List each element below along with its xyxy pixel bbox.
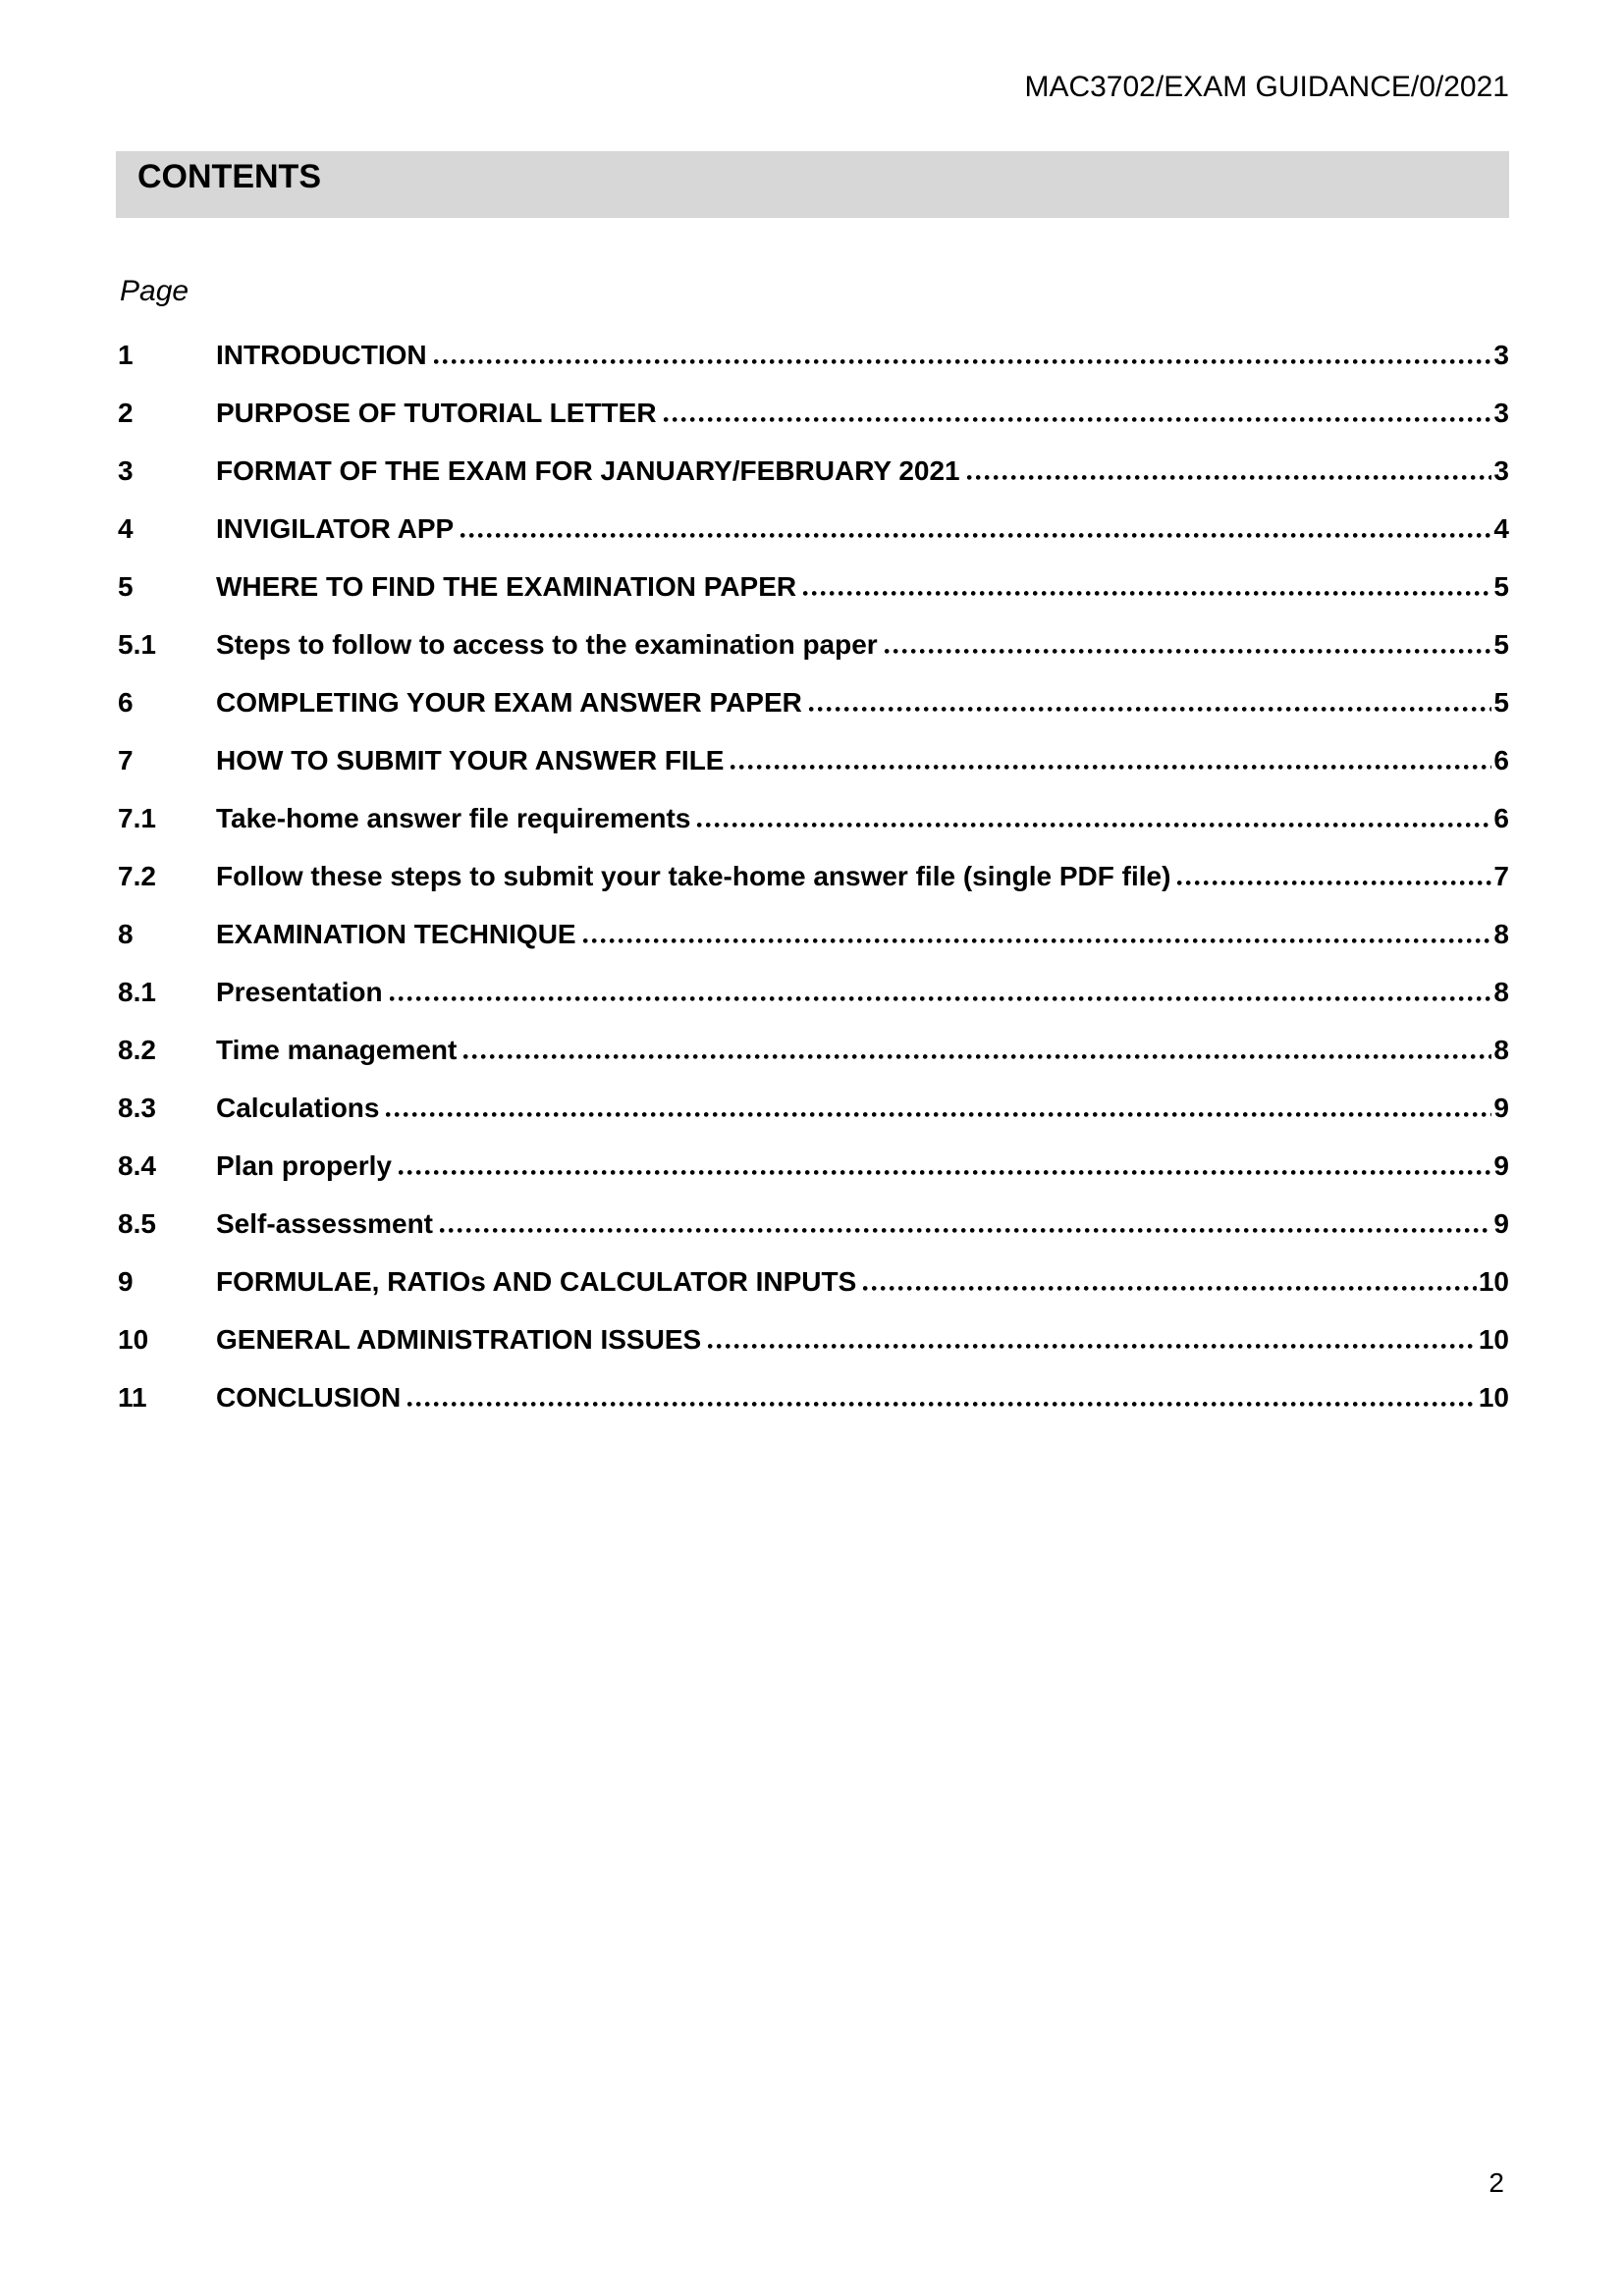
toc-dot-leader — [697, 823, 1491, 828]
toc-dot-leader — [460, 533, 1491, 538]
toc-entry-number: 7 — [118, 745, 134, 775]
toc-entry-number: 10 — [118, 1324, 149, 1355]
toc-entry — [118, 1195, 1509, 1253]
toc-dot-leader — [731, 765, 1491, 770]
toc-entry-page-number: 6 — [1493, 803, 1509, 833]
toc-entry — [118, 1021, 1509, 1079]
toc-entry — [118, 789, 1509, 847]
toc-entry-title: Time management — [216, 1035, 458, 1065]
toc-entry-title: FORMULAE, RATIOs AND CALCULATOR INPUTS — [216, 1266, 857, 1297]
toc-entry-number: 6 — [118, 687, 134, 718]
toc-entry-title: GENERAL ADMINISTRATION ISSUES — [216, 1324, 702, 1355]
toc-entry-number: 9 — [118, 1266, 134, 1297]
toc-entry — [118, 1137, 1509, 1195]
toc-entry-title: Plan properly — [216, 1150, 392, 1181]
toc-dot-leader — [885, 649, 1492, 654]
toc-entry-number: 8.1 — [118, 977, 156, 1007]
toc-dot-leader — [463, 1054, 1491, 1059]
toc-entry — [118, 442, 1509, 500]
contents-title: CONTENTS — [137, 158, 321, 195]
toc-entry-title: FORMAT OF THE EXAM FOR JANUARY/FEBRUARY 2021 — [216, 455, 960, 486]
toc-entry-title: EXAMINATION TECHNIQUE — [216, 919, 576, 949]
toc-entry-page-number: 5 — [1493, 571, 1509, 602]
toc-entry-number: 4 — [118, 513, 134, 544]
toc-entry-page-number: 3 — [1493, 340, 1509, 370]
toc-dot-leader — [407, 1402, 1477, 1407]
toc-entry-page-number: 5 — [1493, 687, 1509, 718]
toc-entry-number: 2 — [118, 398, 134, 428]
toc-entry-page-number: 8 — [1493, 919, 1509, 949]
toc-entry-title: CONCLUSION — [216, 1382, 402, 1413]
toc-entry-title: Take-home answer file requirements — [216, 803, 691, 833]
toc-entry-title: WHERE TO FIND THE EXAMINATION PAPER — [216, 571, 797, 602]
toc-dot-leader — [1177, 881, 1491, 885]
toc-entry-number: 8.3 — [118, 1093, 156, 1123]
toc-entry-page-number: 9 — [1493, 1150, 1509, 1181]
page-column-label: Page — [120, 275, 189, 307]
toc-dot-leader — [664, 417, 1492, 422]
toc-entry-title: Calculations — [216, 1093, 380, 1123]
toc-entry-page-number: 4 — [1493, 513, 1509, 544]
toc-entry-title: Self-assessment — [216, 1208, 434, 1239]
toc-entry — [118, 673, 1509, 731]
toc-entry-number: 8.2 — [118, 1035, 156, 1065]
toc-entry-title: Steps to follow to access to the examination paper — [216, 629, 878, 660]
toc-entry-title: Follow these steps to submit your take-home answer file (single PDF file) — [216, 861, 1171, 891]
toc-entry — [118, 731, 1509, 789]
footer-page-number: 2 — [1489, 2167, 1504, 2198]
toc-entry — [118, 326, 1509, 384]
toc-dot-leader — [967, 475, 1492, 480]
toc-entry-title: HOW TO SUBMIT YOUR ANSWER FILE — [216, 745, 725, 775]
toc-dot-leader — [583, 938, 1492, 943]
toc-entry — [118, 963, 1509, 1021]
toc-dot-leader — [708, 1344, 1477, 1349]
toc-entry-page-number: 10 — [1478, 1382, 1509, 1413]
toc-entry-number: 11 — [118, 1382, 147, 1413]
toc-entry-number: 5 — [118, 571, 134, 602]
toc-dot-leader — [399, 1170, 1491, 1175]
toc-entry-page-number: 5 — [1493, 629, 1509, 660]
toc-dot-leader — [809, 707, 1492, 712]
toc-entry-page-number: 10 — [1478, 1324, 1509, 1355]
toc-entry-number: 8.5 — [118, 1208, 156, 1239]
toc-entry-title: INVIGILATOR APP — [216, 513, 455, 544]
toc-entry-title: COMPLETING YOUR EXAM ANSWER PAPER — [216, 687, 802, 718]
table-of-contents — [118, 326, 1509, 1426]
toc-entry — [118, 1253, 1509, 1310]
toc-dot-leader — [803, 591, 1491, 596]
toc-entry-number: 3 — [118, 455, 134, 486]
toc-dot-leader — [434, 359, 1492, 364]
toc-entry-page-number: 9 — [1493, 1093, 1509, 1123]
toc-entry-title: PURPOSE OF TUTORIAL LETTER — [216, 398, 657, 428]
toc-entry-number: 5.1 — [118, 629, 156, 660]
toc-entry — [118, 1368, 1509, 1426]
toc-entry — [118, 384, 1509, 442]
toc-entry-page-number: 10 — [1478, 1266, 1509, 1297]
toc-entry — [118, 1310, 1509, 1368]
toc-entry-number: 1 — [118, 340, 134, 370]
toc-entry — [118, 847, 1509, 905]
toc-entry-page-number: 3 — [1493, 398, 1509, 428]
toc-dot-leader — [390, 996, 1492, 1001]
toc-dot-leader — [863, 1286, 1477, 1291]
toc-dot-leader — [440, 1228, 1491, 1233]
toc-entry — [118, 905, 1509, 963]
toc-entry-title: INTRODUCTION — [216, 340, 427, 370]
toc-entry-page-number: 8 — [1493, 977, 1509, 1007]
toc-dot-leader — [386, 1112, 1491, 1117]
toc-entry — [118, 500, 1509, 558]
toc-entry-page-number: 3 — [1493, 455, 1509, 486]
toc-entry-number: 7.2 — [118, 861, 156, 891]
toc-entry-page-number: 6 — [1493, 745, 1509, 775]
toc-entry-number: 8.4 — [118, 1150, 156, 1181]
contents-title-bar — [116, 151, 1509, 218]
toc-entry-title: Presentation — [216, 977, 383, 1007]
document-header: MAC3702/EXAM GUIDANCE/0/2021 — [1024, 71, 1509, 103]
toc-entry-page-number: 7 — [1493, 861, 1509, 891]
toc-entry — [118, 615, 1509, 673]
toc-entry-page-number: 9 — [1493, 1208, 1509, 1239]
toc-entry-page-number: 8 — [1493, 1035, 1509, 1065]
toc-entry — [118, 1079, 1509, 1137]
toc-entry — [118, 558, 1509, 615]
toc-entry-number: 7.1 — [118, 803, 156, 833]
toc-entry-number: 8 — [118, 919, 134, 949]
